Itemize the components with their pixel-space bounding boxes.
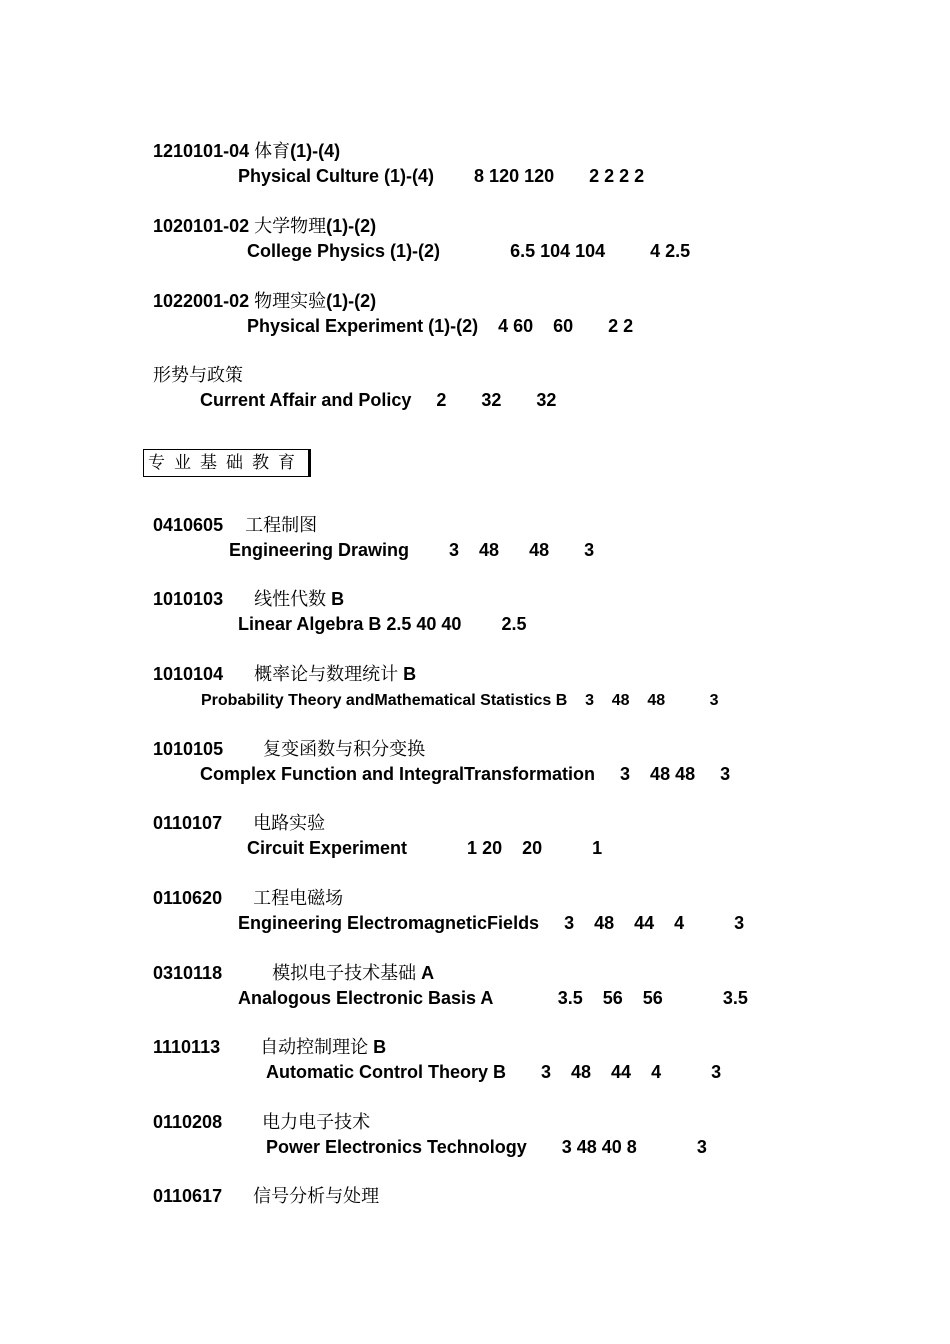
course-name-cn: 信号分析与处理 [253,1186,380,1207]
course-name-cn: 自动控制理论 [260,1037,369,1058]
course-code-line [153,663,416,686]
course-name-cn: 电路实验 [253,813,326,834]
section-heading: 专业基础教育 [143,449,309,477]
course-code-line [153,290,376,313]
course-code: 1020101-02 [153,216,255,236]
course-code: 1210101-04 [153,141,255,161]
course-code-line [153,1111,370,1134]
course-name-cn: 复变函数与积分变换 [263,739,426,760]
course-name-cn: 体育 [254,141,291,162]
course-english-line: Engineering ElectromagneticFields 3 48 44 4 3 [238,913,745,933]
course-code-line [153,215,376,238]
course-english-line: Circuit Experiment 1 20 20 1 [247,838,603,858]
course-code-line [153,514,317,537]
course-code: 0110208 [153,1112,223,1132]
course-code: 0310118 [153,963,223,983]
course-name-suffix: (1)-(2) [326,216,377,236]
course-code-line [153,962,434,985]
course-english-line: College Physics (1)-(2) 6.5 104 104 4 2.5 [247,241,691,261]
course-english-line: Automatic Control Theory B 3 48 44 4 3 [266,1062,722,1082]
course-name-suffix: B [398,664,417,684]
course-code-line [153,364,243,387]
course-name-cn: 物理实验 [254,291,327,312]
course-name-suffix: B [368,1037,387,1057]
course-english-line: Current Affair and Policy 2 32 32 [200,390,557,410]
course-english-line: Probability Theory andMathematical Statistics B 3 48 48 3 [201,692,719,709]
course-code-line [153,1036,386,1059]
course-code: 0410605 [153,515,224,535]
course-name-cn: 模拟电子技术基础 [272,963,417,984]
course-code-line [153,140,340,163]
course-code-line [153,738,425,761]
course-code-line [153,887,343,910]
course-name-cn: 线性代数 [254,589,327,610]
course-english-line: Linear Algebra B 2.5 40 40 2.5 [238,614,527,634]
course-english-line: Complex Function and IntegralTransformation 3 48 48 3 [200,764,731,784]
course-name-suffix: (1)-(4) [290,141,341,161]
course-code-line [153,588,344,611]
course-code: 1010103 [153,589,224,609]
course-english-line: Analogous Electronic Basis A 3.5 56 56 3.5 [238,988,748,1008]
course-name-cn: 工程制图 [245,515,318,536]
course-name-suffix: B [326,589,345,609]
course-name-cn: 工程电磁场 [253,888,344,909]
course-code-line [153,812,325,835]
course-code: 1110113 [153,1037,221,1057]
course-name-cn: 大学物理 [254,216,327,237]
course-english-line: Power Electronics Technology 3 48 40 8 3 [266,1137,707,1157]
course-name-cn: 电力电子技术 [262,1112,371,1133]
course-code: 1010105 [153,739,224,759]
course-code: 1010104 [153,664,224,684]
course-name-cn: 概率论与数理统计 [254,664,399,685]
course-name-suffix: (1)-(2) [326,291,377,311]
course-english-line: Physical Culture (1)-(4) 8 120 120 2 2 2 2 [238,166,645,186]
course-code: 0110107 [153,813,223,833]
course-code: 0110617 [153,1186,223,1206]
course-english-line: Physical Experiment (1)-(2) 4 60 60 2 2 [247,316,634,336]
course-code: 1022001-02 [153,291,255,311]
course-code-line [153,1185,379,1208]
course-english-line: Engineering Drawing 3 48 48 3 [229,540,595,560]
course-name-cn: 形势与政策 [153,365,243,386]
course-code: 0110620 [153,888,223,908]
course-name-suffix: A [416,963,435,983]
